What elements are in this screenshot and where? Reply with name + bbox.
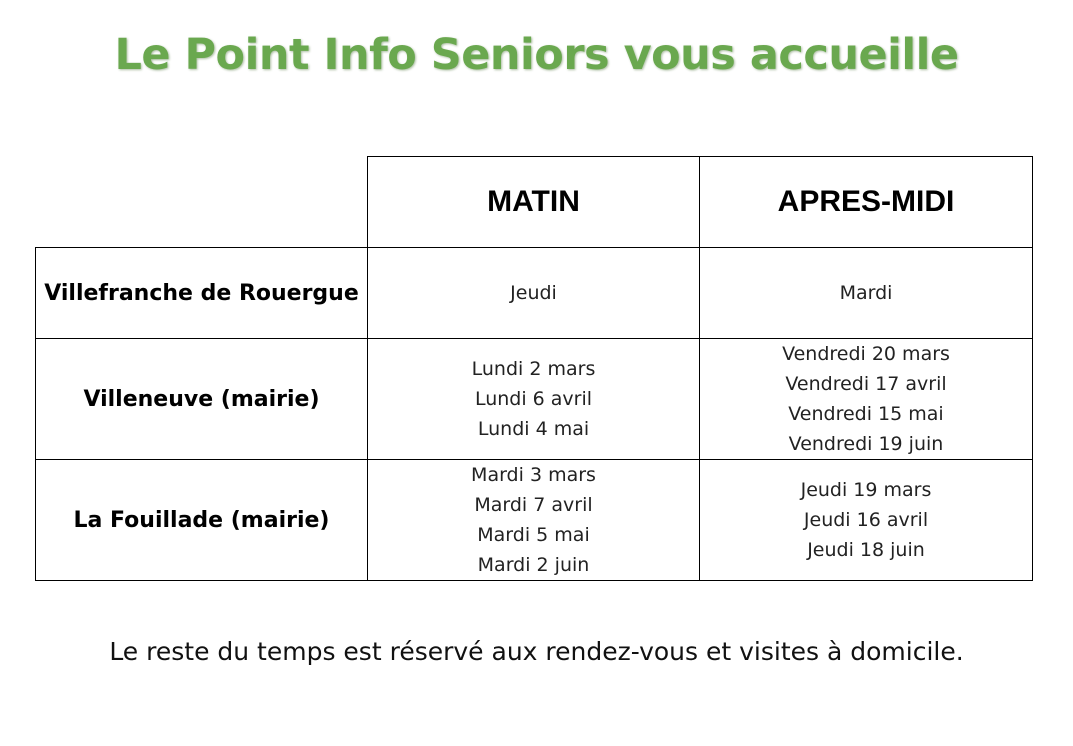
place-villefranche: Villefranche de Rouergue <box>36 248 368 339</box>
apres-midi-cell-villefranche <box>700 248 1033 339</box>
date-entry: Lundi 4 mai <box>477 418 590 440</box>
header-matin: MATIN <box>368 157 700 248</box>
date-entry: Jeudi <box>510 282 557 304</box>
header-apres-midi: APRES-MIDI <box>700 157 1033 248</box>
apres-midi-cell-la-fouillade <box>700 460 1033 581</box>
table-header-row <box>36 157 1033 248</box>
date-entry: Mardi 3 mars <box>471 464 596 486</box>
date-entry: Lundi 2 mars <box>471 358 596 380</box>
date-entry: Vendredi 15 mai <box>788 403 944 425</box>
date-entry: Mardi 2 juin <box>477 554 590 576</box>
date-entry: Jeudi 19 mars <box>800 479 932 501</box>
date-entry: Mardi <box>839 282 893 304</box>
table-row-villefranche <box>36 248 1033 339</box>
empty-corner-cell <box>36 157 368 248</box>
apres-midi-cell-villeneuve <box>700 339 1033 460</box>
date-entry: Mardi 7 avril <box>474 494 593 516</box>
date-entry: Jeudi 18 juin <box>807 539 925 561</box>
matin-cell-villeneuve <box>368 339 700 460</box>
date-entry: Jeudi 16 avril <box>803 509 929 531</box>
schedule-table <box>35 156 1033 581</box>
matin-cell-villefranche <box>368 248 700 339</box>
date-entry: Vendredi 17 avril <box>785 373 947 395</box>
date-entry: Vendredi 19 juin <box>788 433 944 455</box>
date-entry: Lundi 6 avril <box>474 388 593 410</box>
footer-note: Le reste du temps est réservé aux rendez-vous et visites à domicile. <box>109 637 964 666</box>
place-la-fouillade: La Fouillade (mairie) <box>36 460 368 581</box>
date-entry: Vendredi 20 mars <box>782 343 950 365</box>
matin-cell-la-fouillade <box>368 460 700 581</box>
date-entry: Mardi 5 mai <box>477 524 590 546</box>
page-title: Le Point Info Seniors vous accueille <box>114 30 959 80</box>
table-row-la-fouillade <box>36 460 1033 581</box>
table-row-villeneuve <box>36 339 1033 460</box>
place-villeneuve: Villeneuve (mairie) <box>36 339 368 460</box>
